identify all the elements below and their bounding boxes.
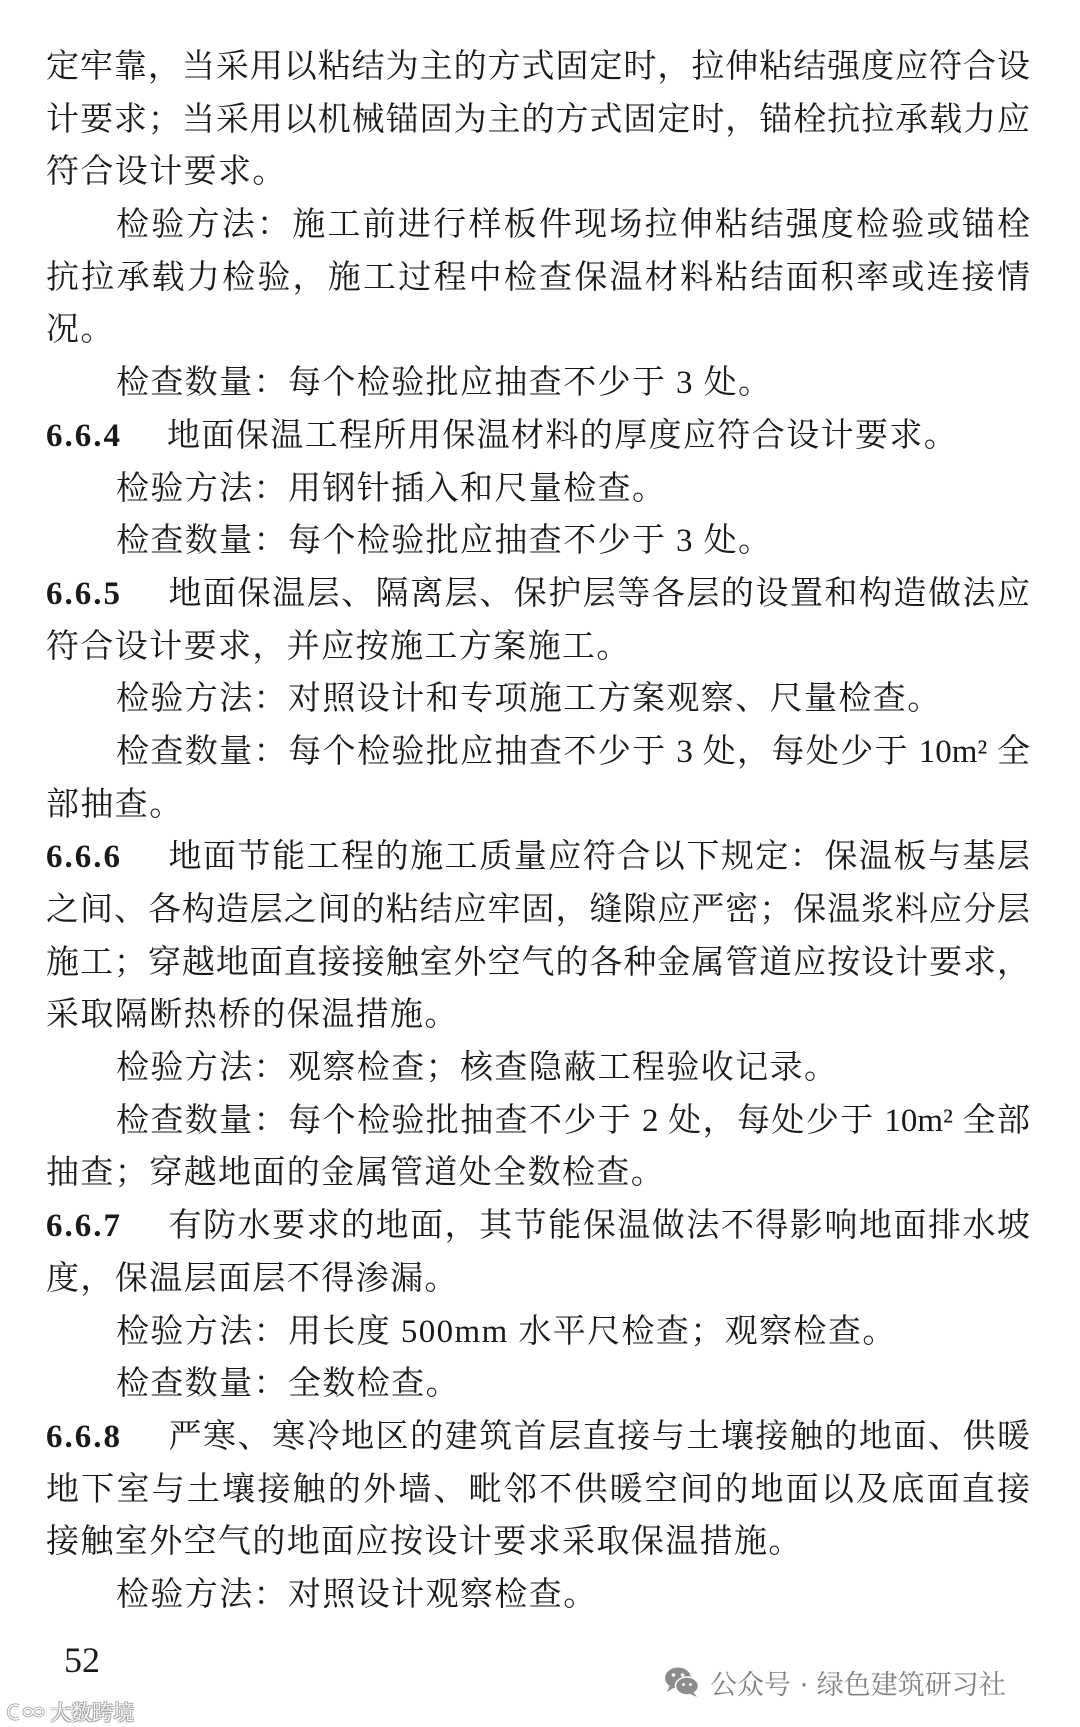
wechat-icon (664, 1666, 700, 1698)
clause-heading-line (46, 831, 1030, 884)
corner-logo-text: 大数跨境 (50, 1701, 134, 1725)
clause-text: 地面节能工程的施工质量应符合以下规定：保温板与基层 (167, 839, 1030, 876)
clause-text-line: 符合设计要求。 (46, 154, 287, 191)
clause-text-line: 符合设计要求，并应按施工方案施工。 (46, 628, 631, 665)
inspection-quantity-line: 抽查；穿越地面的金属管道处全数检查。 (46, 1155, 666, 1192)
clause-text: 严寒、寒冷地区的建筑首层直接与土壤接触的地面、供暖 (167, 1418, 1030, 1455)
inspection-quantity-line: 检查数量：每个检验批应抽查不少于 3 处。 (116, 523, 773, 560)
logo-icon (6, 1701, 46, 1723)
watermark (664, 1664, 1006, 1700)
clause-text-line: 度，保温层面层不得渗漏。 (46, 1260, 459, 1297)
clause-text-line: 之间、各构造层之间的粘结应牢固，缝隙应严密；保温浆料应分层 (46, 892, 1030, 928)
inspection-method-line: 抗拉承载力检验，施工过程中检查保温材料粘结面积率或连接情 (46, 259, 1030, 296)
clause-number: 6.6.7 (46, 1208, 122, 1245)
page-body (46, 41, 1030, 1622)
clause-number: 6.6.8 (46, 1418, 122, 1455)
inspection-quantity-line: 部抽查。 (46, 786, 184, 823)
inspection-method-line: 检验方法：施工前进行样板件现场拉伸粘结强度检验或锚栓 (116, 207, 1030, 244)
clause-text-line: 施工；穿越地面直接接触室外空气的各种金属管道应按设计要求， (46, 944, 1030, 981)
inspection-quantity-line: 检查数量：全数检查。 (116, 1366, 460, 1403)
clause-text-line: 接触室外空气的地面应按设计要求采取保温措施。 (46, 1524, 803, 1561)
clause-heading-line (46, 1411, 1030, 1464)
inspection-method-line: 检验方法：用长度 500mm 水平尺检查；观察检查。 (116, 1313, 897, 1350)
inspection-quantity-line: 检查数量：每个检验批抽查不少于 2 处，每处少于 10m² 全部 (116, 1102, 1030, 1139)
clause-text-line: 定牢靠，当采用以粘结为主的方式固定时，拉伸粘结强度应符合设 (46, 49, 1030, 85)
clause-number: 6.6.4 (46, 417, 122, 454)
clause-heading-line (46, 1200, 1030, 1253)
clause-text-line: 采取隔断热桥的保温措施。 (46, 997, 459, 1034)
inspection-method-line: 检验方法：观察检查；核查隐蔽工程验收记录。 (116, 1050, 839, 1087)
inspection-method-line: 检验方法：对照设计和专项施工方案观察、尺量检查。 (116, 681, 942, 718)
clause-number: 6.6.5 (46, 575, 122, 612)
clause-heading-line (46, 410, 1030, 463)
clause-heading-line (46, 568, 1030, 621)
clause-text: 有防水要求的地面，其节能保温做法不得影响地面排水坡 (167, 1208, 1030, 1245)
corner-logo (6, 1700, 134, 1724)
inspection-quantity-line: 检查数量：每个检验批应抽查不少于 3 处，每处少于 10m² 全 (116, 733, 1030, 770)
clause-text-line: 计要求；当采用以机械锚固为主的方式固定时，锚栓抗拉承载力应 (46, 101, 1030, 138)
clause-text: 地面保温工程所用保温材料的厚度应符合设计要求。 (167, 417, 959, 454)
inspection-method-line: 检验方法：对照设计观察检查。 (116, 1576, 598, 1613)
clause-text-line: 地下室与土壤接触的外墙、毗邻不供暖空间的地面以及底面直接 (46, 1471, 1030, 1508)
page-number: 52 (64, 1640, 100, 1680)
inspection-method-line: 况。 (46, 312, 115, 349)
inspection-quantity-line: 检查数量：每个检验批应抽查不少于 3 处。 (116, 365, 773, 402)
clause-text: 地面保温层、隔离层、保护层等各层的设置和构造做法应 (167, 575, 1030, 612)
inspection-method-line: 检验方法：用钢针插入和尺量检查。 (116, 470, 667, 507)
watermark-account-label: 公众号 · 绿色建筑研习社 (710, 1669, 1006, 1701)
clause-number: 6.6.6 (46, 839, 122, 876)
